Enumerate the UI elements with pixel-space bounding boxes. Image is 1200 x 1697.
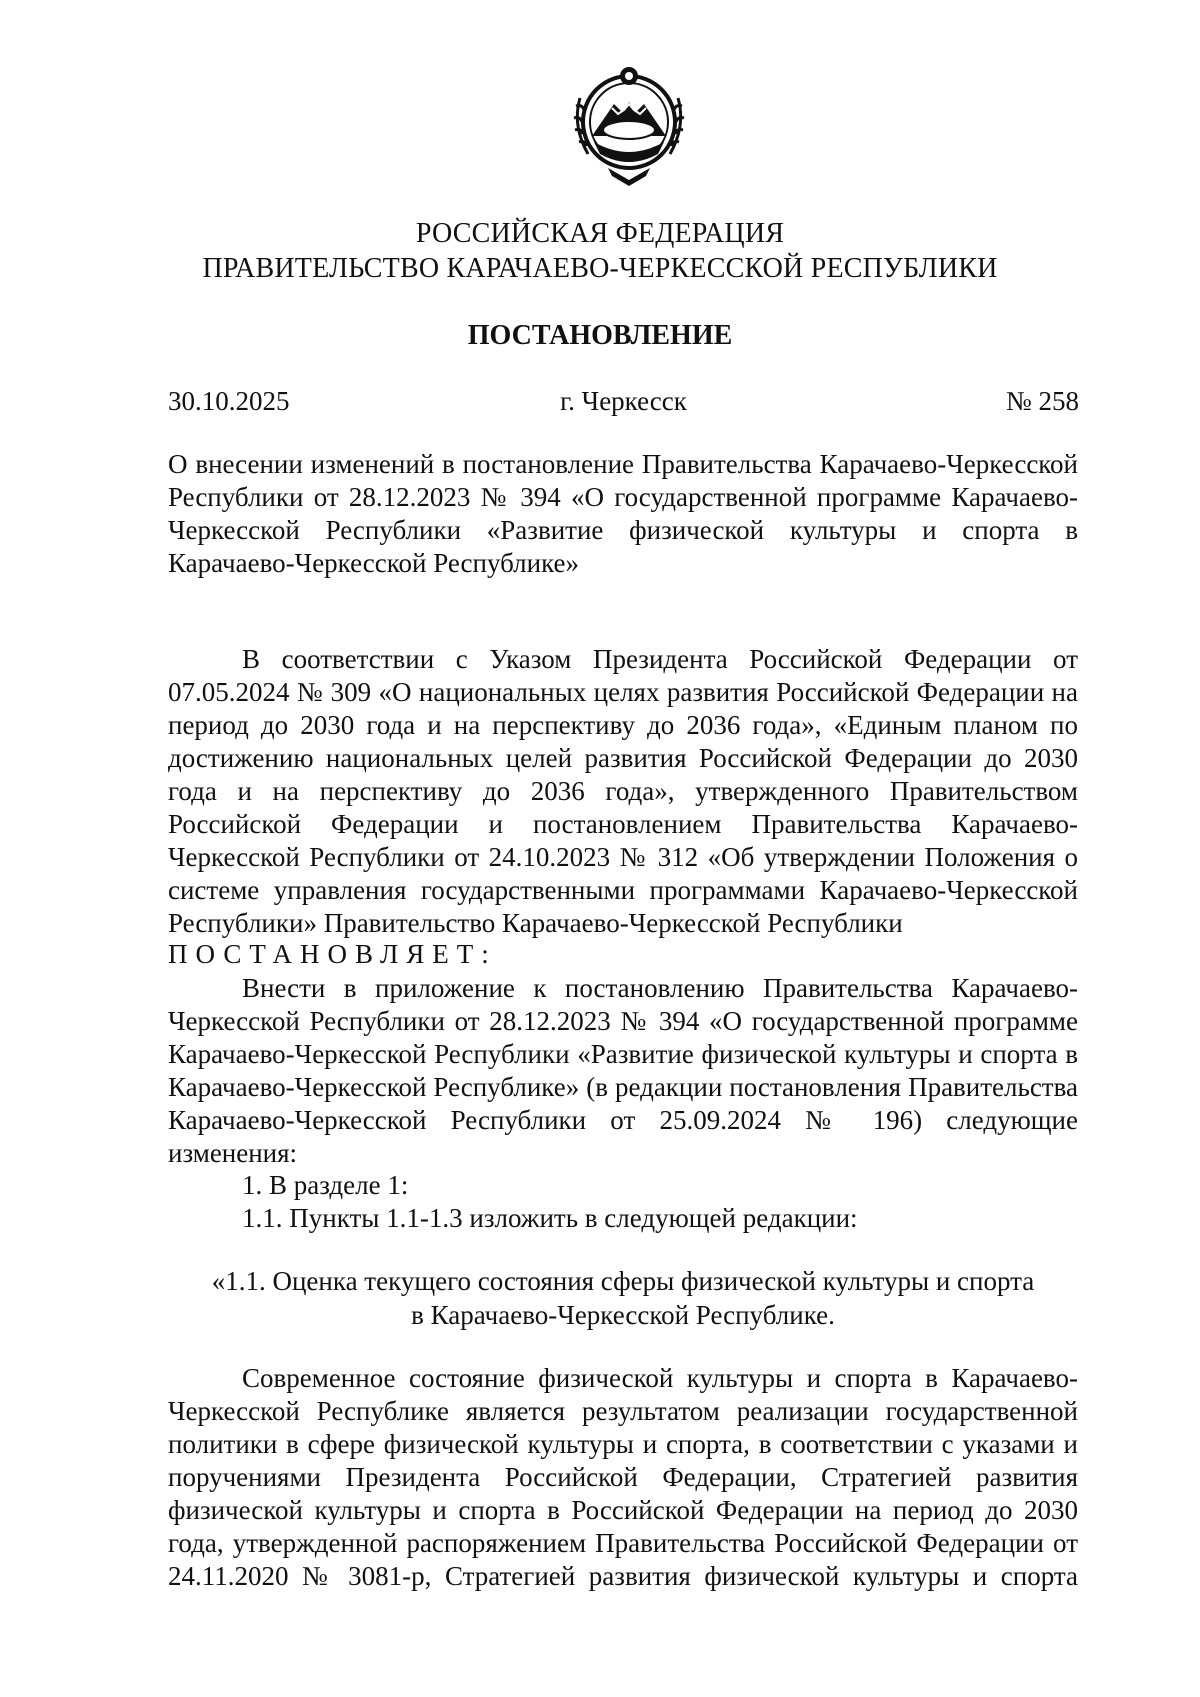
- section-title-line: «1.1. Оценка текущего состояния сферы физической культуры и спорта: [211, 1266, 1035, 1296]
- section-title: [168, 1264, 1078, 1332]
- document-type-title: ПОСТАНОВЛЕНИЕ: [467, 320, 733, 351]
- list-item: 1. В разделе 1:: [242, 1170, 409, 1200]
- document-date: 30.10.2025: [168, 386, 290, 416]
- document-subject: О внесении изменений в постановление Правительства Карачаево-Черкесской Республики от 28.12.2023 № 394 «О государственной программе Карачаево-Черкесской Республики «Развитие физической культуры и спорта в Карачаево-Черкесской Республике»: [168, 449, 1078, 578]
- list-item: 1.1. Пункты 1.1-1.3 изложить в следующей редакции:: [242, 1203, 858, 1233]
- decree-word: ПОСТАНОВЛЯЕТ:: [168, 939, 497, 969]
- body-paragraph: Современное состояние физической культуры и спорта в Карачаево-Черкесской Республике является результатом реализации государственной политики в сфере физической культуры и спорта, в соответствии с указами и поручениями Президента Российской Федерации, Стратегией развития физической культуры и спорта в Российской Федерации на период до 2030 года, утвержденной распоряжением Правительства Российской Федерации от 24.11.2020 № 3081-р, Стратегией развития физической культуры и спорта: [168, 1363, 1078, 1591]
- government-heading: ПРАВИТЕЛЬСТВО КАРАЧАЕВО-ЧЕРКЕССКОЙ РЕСПУБЛИКИ: [202, 253, 998, 284]
- document-city: г. Черкесск: [560, 386, 687, 416]
- document-number: № 258: [1005, 386, 1079, 416]
- document-meta-row: [168, 386, 1079, 422]
- main-paragraph: Внести в приложение к постановлению Правительства Карачаево-Черкесской Республики от 28.12.2023 № 394 «О государственной программе Карачаево-Черкесской Республики «Развитие физической культуры и спорта в Карачаево-Черкесской Республике» (в редакции постановления Правительства Карачаево-Черкесской Республики от 25.09.2024 № 196) следующие изменения:: [168, 973, 1078, 1168]
- section-title-line: в Карачаево-Черкесской Республике.: [411, 1300, 835, 1330]
- karachay-cherkessia-emblem-icon: [562, 58, 696, 192]
- country-heading: РОССИЙСКАЯ ФЕДЕРАЦИЯ: [415, 218, 785, 249]
- preamble-paragraph: В соответствии с Указом Президента Российской Федерации от 07.05.2024 № 309 «О национальных целях развития Российской Федерации на период до 2030 года и на перспективу до 2036 года», «Единым планом по достижению национальных целей развития Российской Федерации до 2030 года и на перспективу до 2036 года», утвержденного Правительством Российской Федерации и постановлением Правительства Карачаево-Черкесской Республики от 24.10.2023 № 312 «Об утверждении Положения о системе управления государственными программами Карачаево-Черкесской Республики» Правительство Карачаево-Черкесской Республики: [168, 644, 1078, 938]
